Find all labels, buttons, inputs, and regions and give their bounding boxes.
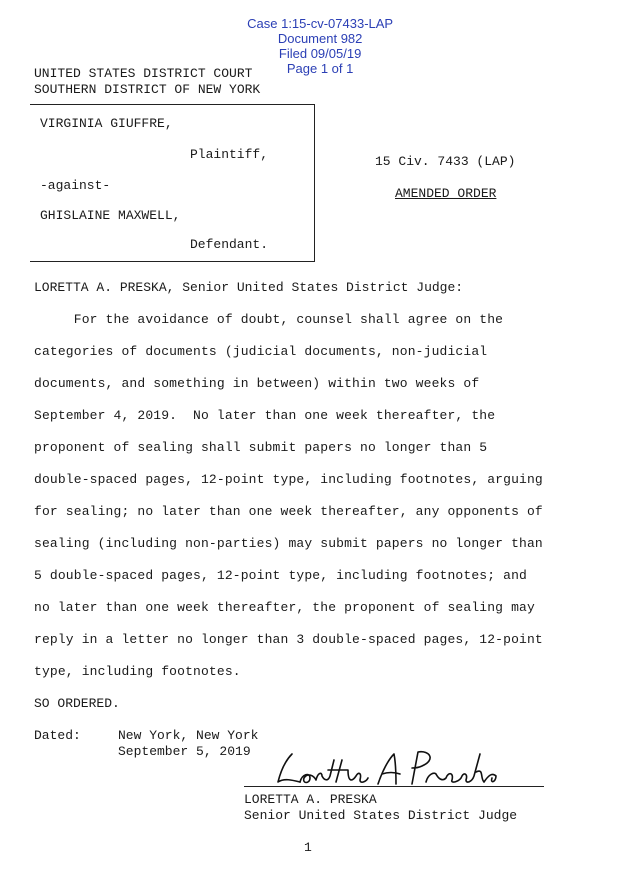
defendant-name: GHISLAINE MAXWELL, (40, 208, 181, 223)
filed-date-stamp: Filed 09/05/19 (278, 46, 362, 61)
plaintiff-role: Plaintiff, (190, 147, 269, 162)
body-line: September 4, 2019. No later than one week thereafter, the (34, 408, 496, 423)
body-line: reply in a letter no longer than 3 double-spaced pages, 12-point (34, 632, 543, 647)
signer-title: Senior United States District Judge (244, 808, 518, 823)
body-line: sealing (including non-parties) may submit papers no longer than (34, 536, 543, 551)
document-number-stamp: Document 982 (277, 31, 363, 46)
handwritten-signature (270, 742, 510, 790)
body-line: type, including footnotes. (34, 664, 241, 679)
so-ordered: SO ORDERED. (34, 696, 120, 711)
against-label: -against- (40, 178, 111, 193)
page-number: 1 (304, 840, 312, 855)
plaintiff-name: VIRGINIA GIUFFRE, (40, 116, 173, 131)
case-number-stamp: Case 1:15-cv-07433-LAP (247, 16, 394, 31)
body-line: for sealing; no later than one week thereafter, any opponents of (34, 504, 543, 519)
judge-heading: LORETTA A. PRESKA, Senior United States District Judge: (34, 280, 464, 295)
order-title: AMENDED ORDER (395, 186, 497, 201)
body-line: documents, and something in between) within two weeks of (34, 376, 480, 391)
filing-header (0, 1, 633, 76)
body-line: For the avoidance of doubt, counsel shall agree on the (34, 312, 504, 327)
body-line: proponent of sealing shall submit papers no longer than 5 (34, 440, 488, 455)
signature-line (244, 786, 544, 787)
court-name-line-1: UNITED STATES DISTRICT COURT (34, 66, 253, 81)
dated-date: September 5, 2019 (118, 744, 251, 759)
docket-number: 15 Civ. 7433 (LAP) (375, 154, 516, 169)
dated-place: New York, New York (118, 728, 259, 743)
page-count-stamp: Page 1 of 1 (286, 61, 354, 76)
defendant-role: Defendant. (190, 237, 269, 252)
body-line: no later than one week thereafter, the proponent of sealing may (34, 600, 535, 615)
dated-label: Dated: (34, 728, 81, 743)
body-line: 5 double-spaced pages, 12-point type, including footnotes; and (34, 568, 527, 583)
body-line: double-spaced pages, 12-point type, including footnotes, arguing (34, 472, 543, 487)
body-line: categories of documents (judicial documents, non-judicial (34, 344, 488, 359)
court-name-line-2: SOUTHERN DISTRICT OF NEW YORK (34, 82, 261, 97)
signer-name: LORETTA A. PRESKA (244, 792, 377, 807)
